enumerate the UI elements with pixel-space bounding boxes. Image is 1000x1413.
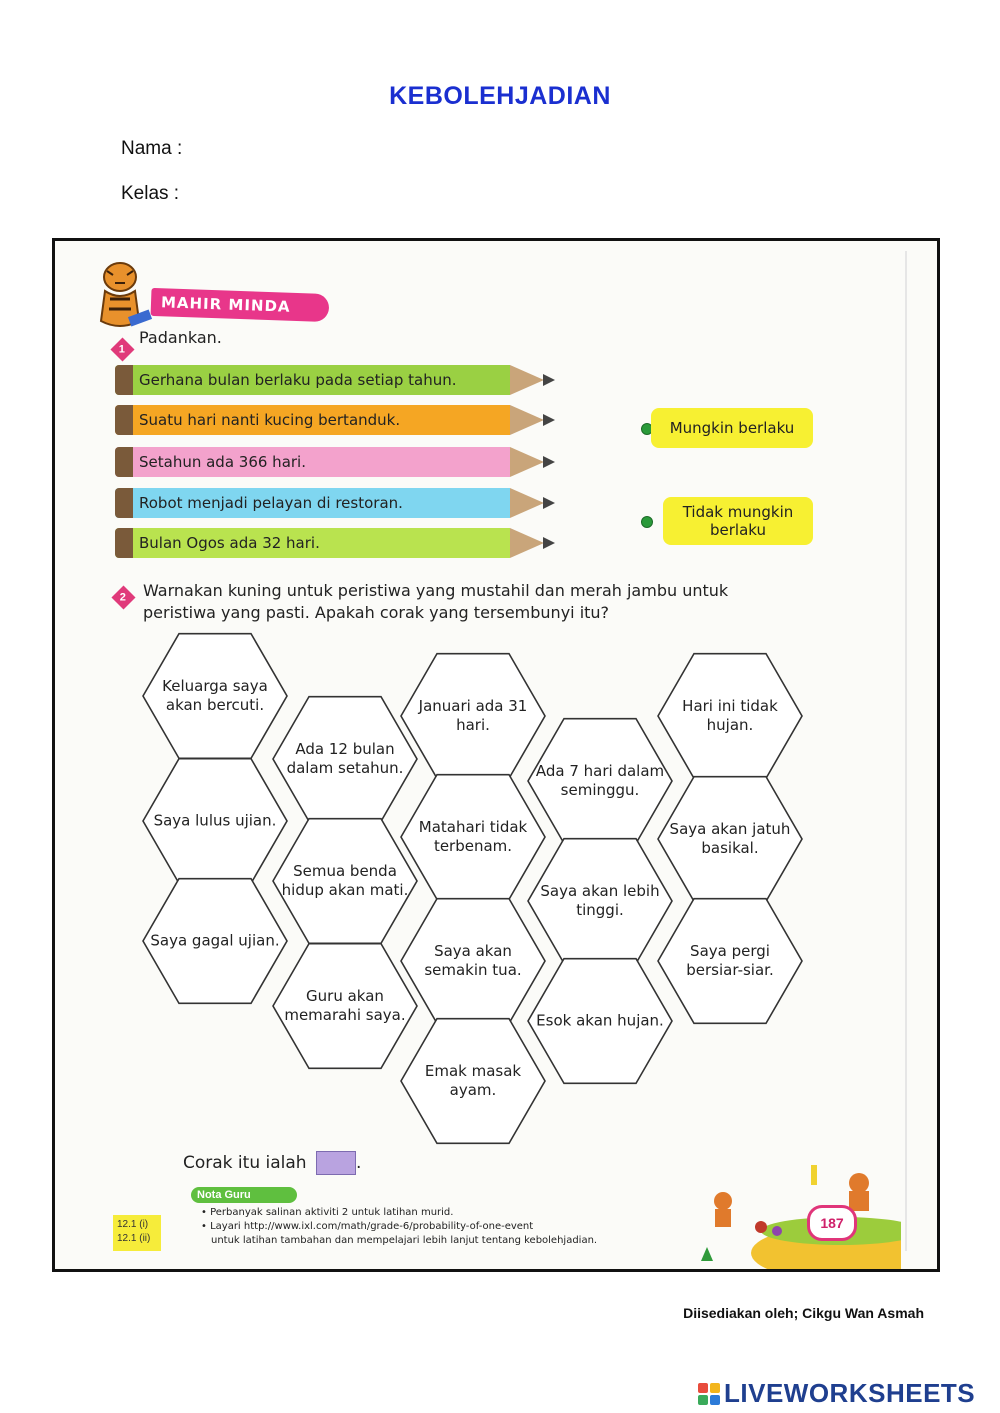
statement-text: Gerhana bulan berlaku pada setiap tahun. [115, 365, 510, 395]
question-2-instruction-line1: Warnakan kuning untuk peristiwa yang mustahil dan merah jambu untuk [143, 581, 729, 600]
hexagon-statement: Saya lulus ujian. [153, 811, 277, 830]
liveworksheets-logo-icon [698, 1383, 720, 1405]
answer-tidak-mungkin-berlaku[interactable]: Tidak mungkin berlaku [663, 497, 813, 545]
section-ribbon: MAHIR MINDA [151, 288, 330, 322]
brand-logo [698, 1378, 975, 1409]
statement-text: Robot menjadi pelayan di restoran. [115, 488, 510, 518]
hexagon-statement: Keluarga saya akan bercuti. [162, 677, 268, 714]
question-1-marker: 1 [110, 337, 134, 361]
hexagon-statement: Guru akan memarahi saya. [284, 987, 406, 1024]
question-2-instruction-line2: peristiwa yang pasti. Apakah corak yang tersembunyi itu? [143, 603, 610, 622]
hexagon-statement: Emak masak ayam. [424, 1062, 522, 1099]
credit-text: Diisediakan oleh; Cikgu Wan Asmah [683, 1305, 924, 1321]
brand-name: LIVEWORKSHEETS [724, 1378, 976, 1408]
question-1-instruction: Padankan. [139, 328, 222, 347]
curriculum-code: 12.1 (ii) [117, 1233, 151, 1244]
statement-text: Setahun ada 366 hari. [115, 447, 510, 477]
class-label: Kelas : [121, 183, 180, 204]
hexagon-statement: Semua benda hidup akan mati. [281, 862, 409, 899]
name-label: Nama : [121, 138, 183, 159]
animals-scene-illustration [691, 1161, 901, 1271]
hexagon-statement: Esok akan hujan. [536, 1011, 664, 1030]
curriculum-code-box [113, 1215, 161, 1251]
page-title: KEBOLEHJADIAN [389, 82, 611, 110]
hexagon-statement: Saya gagal ujian. [150, 931, 280, 950]
hexagon-statement: Matahari tidak terbenam. [418, 818, 528, 855]
pattern-answer: Corak itu ialah . [183, 1153, 362, 1173]
statement-text: Suatu hari nanti kucing bertanduk. [115, 405, 510, 435]
hexagon-statement: Saya akan jatuh basikal. [669, 820, 791, 857]
question-2-marker: 2 [111, 585, 135, 609]
hexagon-statement: Saya akan lebih tinggi. [540, 882, 660, 919]
pattern-label: Corak itu ialah [183, 1153, 307, 1173]
page-number-badge: 187 [807, 1205, 857, 1241]
answer-mungkin-berlaku[interactable]: Mungkin berlaku [651, 408, 813, 448]
worksheet-scan [52, 238, 940, 1272]
hexagon-grid [55, 241, 937, 1269]
hexagon-statement: Hari ini tidak hujan. [682, 697, 778, 734]
pattern-answer-box[interactable] [316, 1151, 356, 1175]
curriculum-code: 12.1 (i) [117, 1219, 149, 1230]
hexagon-statement: Ada 7 hari dalam seminggu. [535, 762, 665, 799]
teacher-note-line: • Perbanyak salinan aktiviti 2 untuk latihan murid. [201, 1207, 454, 1218]
hexagon-statement: Saya pergi bersiar-siar. [686, 942, 774, 979]
hexagon-statement: Ada 12 bulan dalam setahun. [286, 740, 404, 777]
teacher-note-line: untuk latihan tambahan dan mempelajari lebih lanjut tentang kebolehjadian. [211, 1235, 598, 1246]
hexagon-statement: Januari ada 31 hari. [418, 697, 528, 734]
teacher-note-heading: Nota Guru [191, 1187, 297, 1203]
statement-text: Bulan Ogos ada 32 hari. [115, 528, 510, 558]
teacher-note-line: • Layari http://www.ixl.com/math/grade-6/probability-of-one-event [201, 1221, 534, 1232]
hexagon-statement: Saya akan semakin tua. [424, 942, 522, 979]
